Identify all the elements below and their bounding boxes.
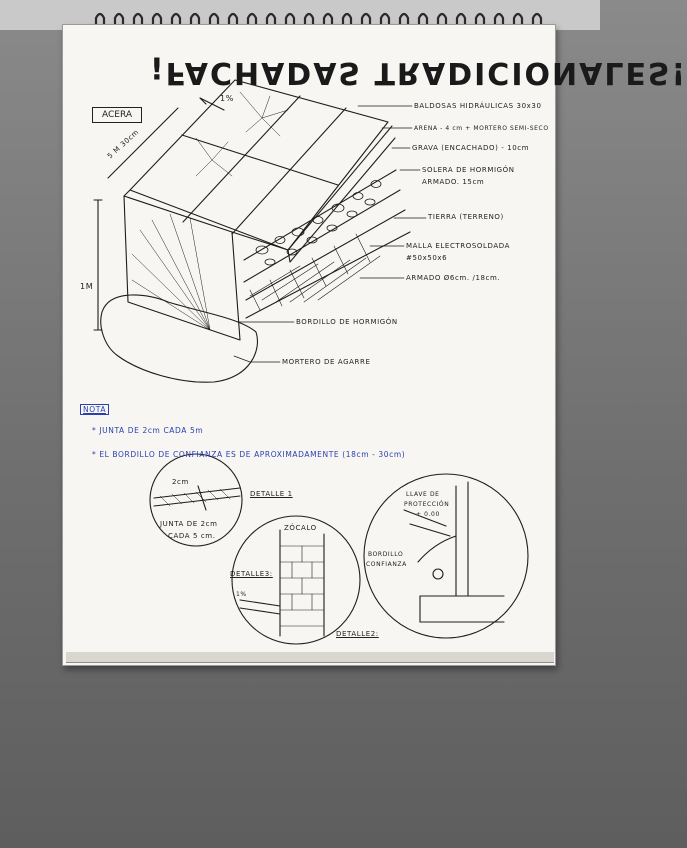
detail3-curb-label: BORDILLO	[368, 551, 404, 558]
page-title: ¡FACHADAS TRADICIONALES!	[150, 55, 687, 90]
detail1-caption-1: JUNTA DE 2cm	[160, 520, 218, 528]
layer-label-rebar: ARMADO Ø6cm. /18cm.	[406, 274, 501, 282]
curb-front	[124, 196, 240, 340]
note-curb: * EL BORDILLO DE CONFIANZA ES DE APROXIMADAMENTE (18cm - 30cm)	[92, 450, 406, 459]
note-joint: * JUNTA DE 2cm CADA 5m	[92, 426, 204, 435]
detail2-zocalo-label: ZÓCALO	[284, 524, 317, 532]
layer-line-4	[244, 190, 400, 282]
detail2-circle	[232, 516, 360, 644]
tile-joint-c	[232, 108, 346, 234]
detail2-slope: 1%	[236, 591, 247, 598]
curb-shading	[132, 92, 288, 330]
layer-line-2	[290, 138, 395, 262]
detail1-caption-2: CADA 5 cm.	[168, 532, 216, 540]
detail3-curb-label-2: CONFIANZA	[366, 561, 407, 568]
width-dimension-label: 5 M 30cm	[106, 127, 141, 161]
tile-joint-b	[183, 96, 300, 222]
detail3-label-1: LLAVE DE	[406, 491, 440, 498]
curb-top-edge	[124, 190, 130, 196]
layer-label-slab: SOLERA DE HORMIGÓN	[422, 166, 515, 174]
layer-label-slab-armado: ARMADO. 15cm	[422, 178, 485, 186]
layer-line-3	[244, 170, 396, 260]
detail3-label-3: + 0.00	[416, 511, 440, 518]
mortar-label: MORTERO DE AGARRE	[282, 358, 371, 366]
curb-label: BORDILLO DE HORMIGÓN	[296, 318, 398, 326]
height-dimension-label: 1M	[80, 282, 94, 291]
gravel-stones	[256, 181, 381, 266]
layer-label-gravel: GRAVA (ENCACHADO) - 10cm	[412, 144, 530, 152]
layer-label-tiles: BALDOSAS HIDRÁULICAS 30x30	[414, 102, 542, 110]
layer-label-soil: TIERRA (TERRENO)	[428, 213, 504, 221]
acera-label: ACERA	[92, 107, 142, 123]
slope-label: 1%	[220, 94, 234, 103]
mortar-base	[101, 295, 258, 382]
layer-label-sand: ARENA - 4 cm + MORTERO SEMI-SECO	[414, 125, 549, 132]
tile-surface	[130, 80, 388, 250]
note-title: NOTA	[80, 404, 109, 415]
detail1-title: DETALLE 1	[250, 490, 293, 498]
detail3-side-label: DETALLE3:	[230, 570, 273, 578]
detail2-title: DETALLE2:	[336, 630, 379, 638]
detail1-mark: 2cm	[172, 478, 189, 486]
layer-label-mesh: MALLA ELECTROSOLDADA	[406, 242, 511, 250]
detail3-label-2: PROTECCIÓN	[404, 501, 450, 508]
layer-label-mesh-size: #50x50x6	[406, 254, 448, 262]
